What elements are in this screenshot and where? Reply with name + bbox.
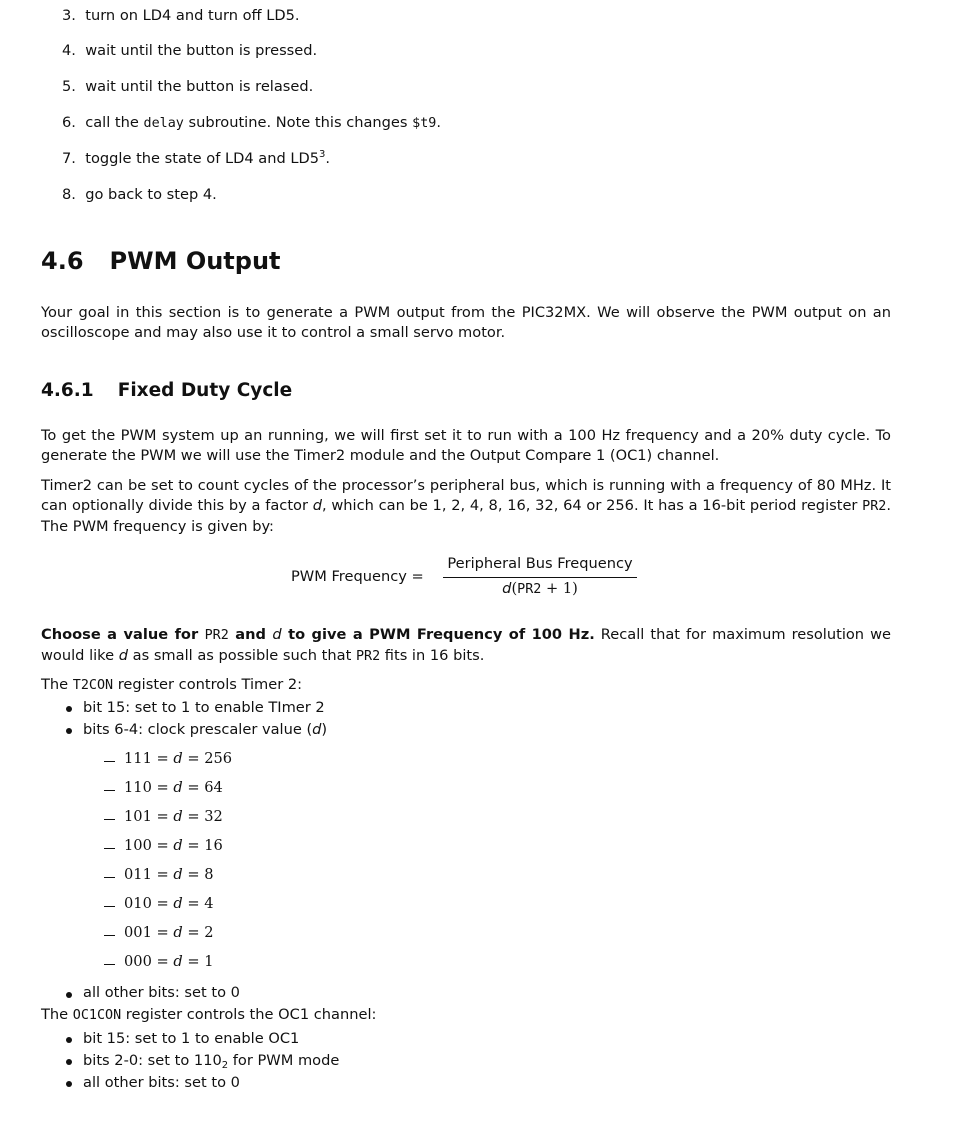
code-pr2: PR2 bbox=[862, 499, 887, 514]
dash-icon bbox=[104, 877, 115, 878]
prescaler-item: 001 = d = 2 bbox=[124, 924, 214, 941]
bullet-icon bbox=[66, 1059, 72, 1065]
bullet-icon bbox=[66, 706, 72, 712]
footnote-ref: 3 bbox=[319, 149, 326, 160]
step-item: 5. wait until the button is relased. bbox=[62, 78, 314, 95]
code-oc1con: OC1CON bbox=[72, 1008, 122, 1023]
bullet-icon bbox=[66, 1081, 72, 1087]
dash-icon bbox=[104, 790, 115, 791]
dash-icon bbox=[104, 761, 115, 762]
step-item: 4. wait until the button is pressed. bbox=[62, 42, 318, 59]
t2con-bit15: bit 15: set to 1 to enable TImer 2 bbox=[83, 699, 325, 716]
oc1con-intro: The OC1CON register controls the OC1 channel: bbox=[41, 1006, 377, 1023]
subsection-heading: 4.6.1 Fixed Duty Cycle bbox=[41, 380, 293, 401]
dash-icon bbox=[104, 819, 115, 820]
t2con-bits64: bits 6-4: clock prescaler value (d) bbox=[83, 721, 328, 738]
paragraph-setup: To get the PWM system up an running, we will first set it to run with a 100 Hz frequency and a 20% duty cycle. To generate the PWM we will use the Timer2 module and the Output Compare 1 (OC1) channel. bbox=[41, 427, 891, 464]
prescaler-item: 000 = d = 1 bbox=[124, 953, 214, 970]
prescaler-item: 110 = d = 64 bbox=[124, 779, 223, 796]
equation-denominator: d(PR2 + 1) bbox=[502, 580, 578, 597]
dash-icon bbox=[104, 848, 115, 849]
dash-icon bbox=[104, 906, 115, 907]
prescaler-item: 101 = d = 32 bbox=[124, 808, 223, 825]
bullet-icon bbox=[66, 1037, 72, 1043]
equation-lhs: PWM Frequency = bbox=[291, 568, 424, 585]
code-delay: delay bbox=[143, 116, 184, 131]
step-item: 3. turn on LD4 and turn off LD5. bbox=[62, 7, 300, 24]
bullet-icon bbox=[66, 992, 72, 998]
fraction-bar bbox=[443, 577, 637, 578]
step-item: 8. go back to step 4. bbox=[62, 186, 217, 203]
paragraph-timer2: Timer2 can be set to count cycles of the processor’s peripheral bus, which is running with a frequency of 80 MHz. It can optionally divide this by a factor d, which can be 1, 2, 4, 8, 16, 32, 64 or 256. It has a 16-bit period register PR2. The PWM frequency is given by: bbox=[41, 477, 891, 535]
dash-icon bbox=[104, 935, 115, 936]
code-t2con: T2CON bbox=[72, 678, 114, 693]
equation-numerator: Peripheral Bus Frequency bbox=[447, 555, 633, 572]
t2con-intro: The T2CON register controls Timer 2: bbox=[41, 676, 303, 693]
oc1con-other-bits: all other bits: set to 0 bbox=[83, 1074, 240, 1091]
section-heading: 4.6 PWM Output bbox=[41, 247, 281, 275]
t2con-other-bits: all other bits: set to 0 bbox=[83, 984, 240, 1001]
code-t9: $t9 bbox=[412, 116, 437, 131]
oc1con-bit15: bit 15: set to 1 to enable OC1 bbox=[83, 1030, 300, 1047]
prescaler-item: 011 = d = 8 bbox=[124, 866, 214, 883]
prescaler-item: 100 = d = 16 bbox=[124, 837, 223, 854]
step-item: 6. call the delay subroutine. Note this changes $t9. bbox=[62, 114, 441, 131]
oc1con-bits20: bits 2-0: set to $110_2$ for PWM mode bbox=[83, 1052, 340, 1071]
section-intro: Your goal in this section is to generate a PWM output from the PIC32MX. We will observe the PWM output on an oscilloscope and may also use it to control a small servo motor. bbox=[41, 304, 891, 341]
step-item: 7. toggle the state of LD4 and $LD5^3$. bbox=[62, 149, 331, 167]
dash-icon bbox=[104, 964, 115, 965]
bullet-icon bbox=[66, 728, 72, 734]
prescaler-item: 111 = d = 256 bbox=[124, 750, 233, 767]
prescaler-item: 010 = d = 4 bbox=[124, 895, 214, 912]
paragraph-choose: Choose a value for PR2 and d to give a PWM Frequency of 100 Hz. Recall that for maximum resolution we would like d as small as possible such that PR2 fits in 16 bits. bbox=[41, 626, 891, 664]
